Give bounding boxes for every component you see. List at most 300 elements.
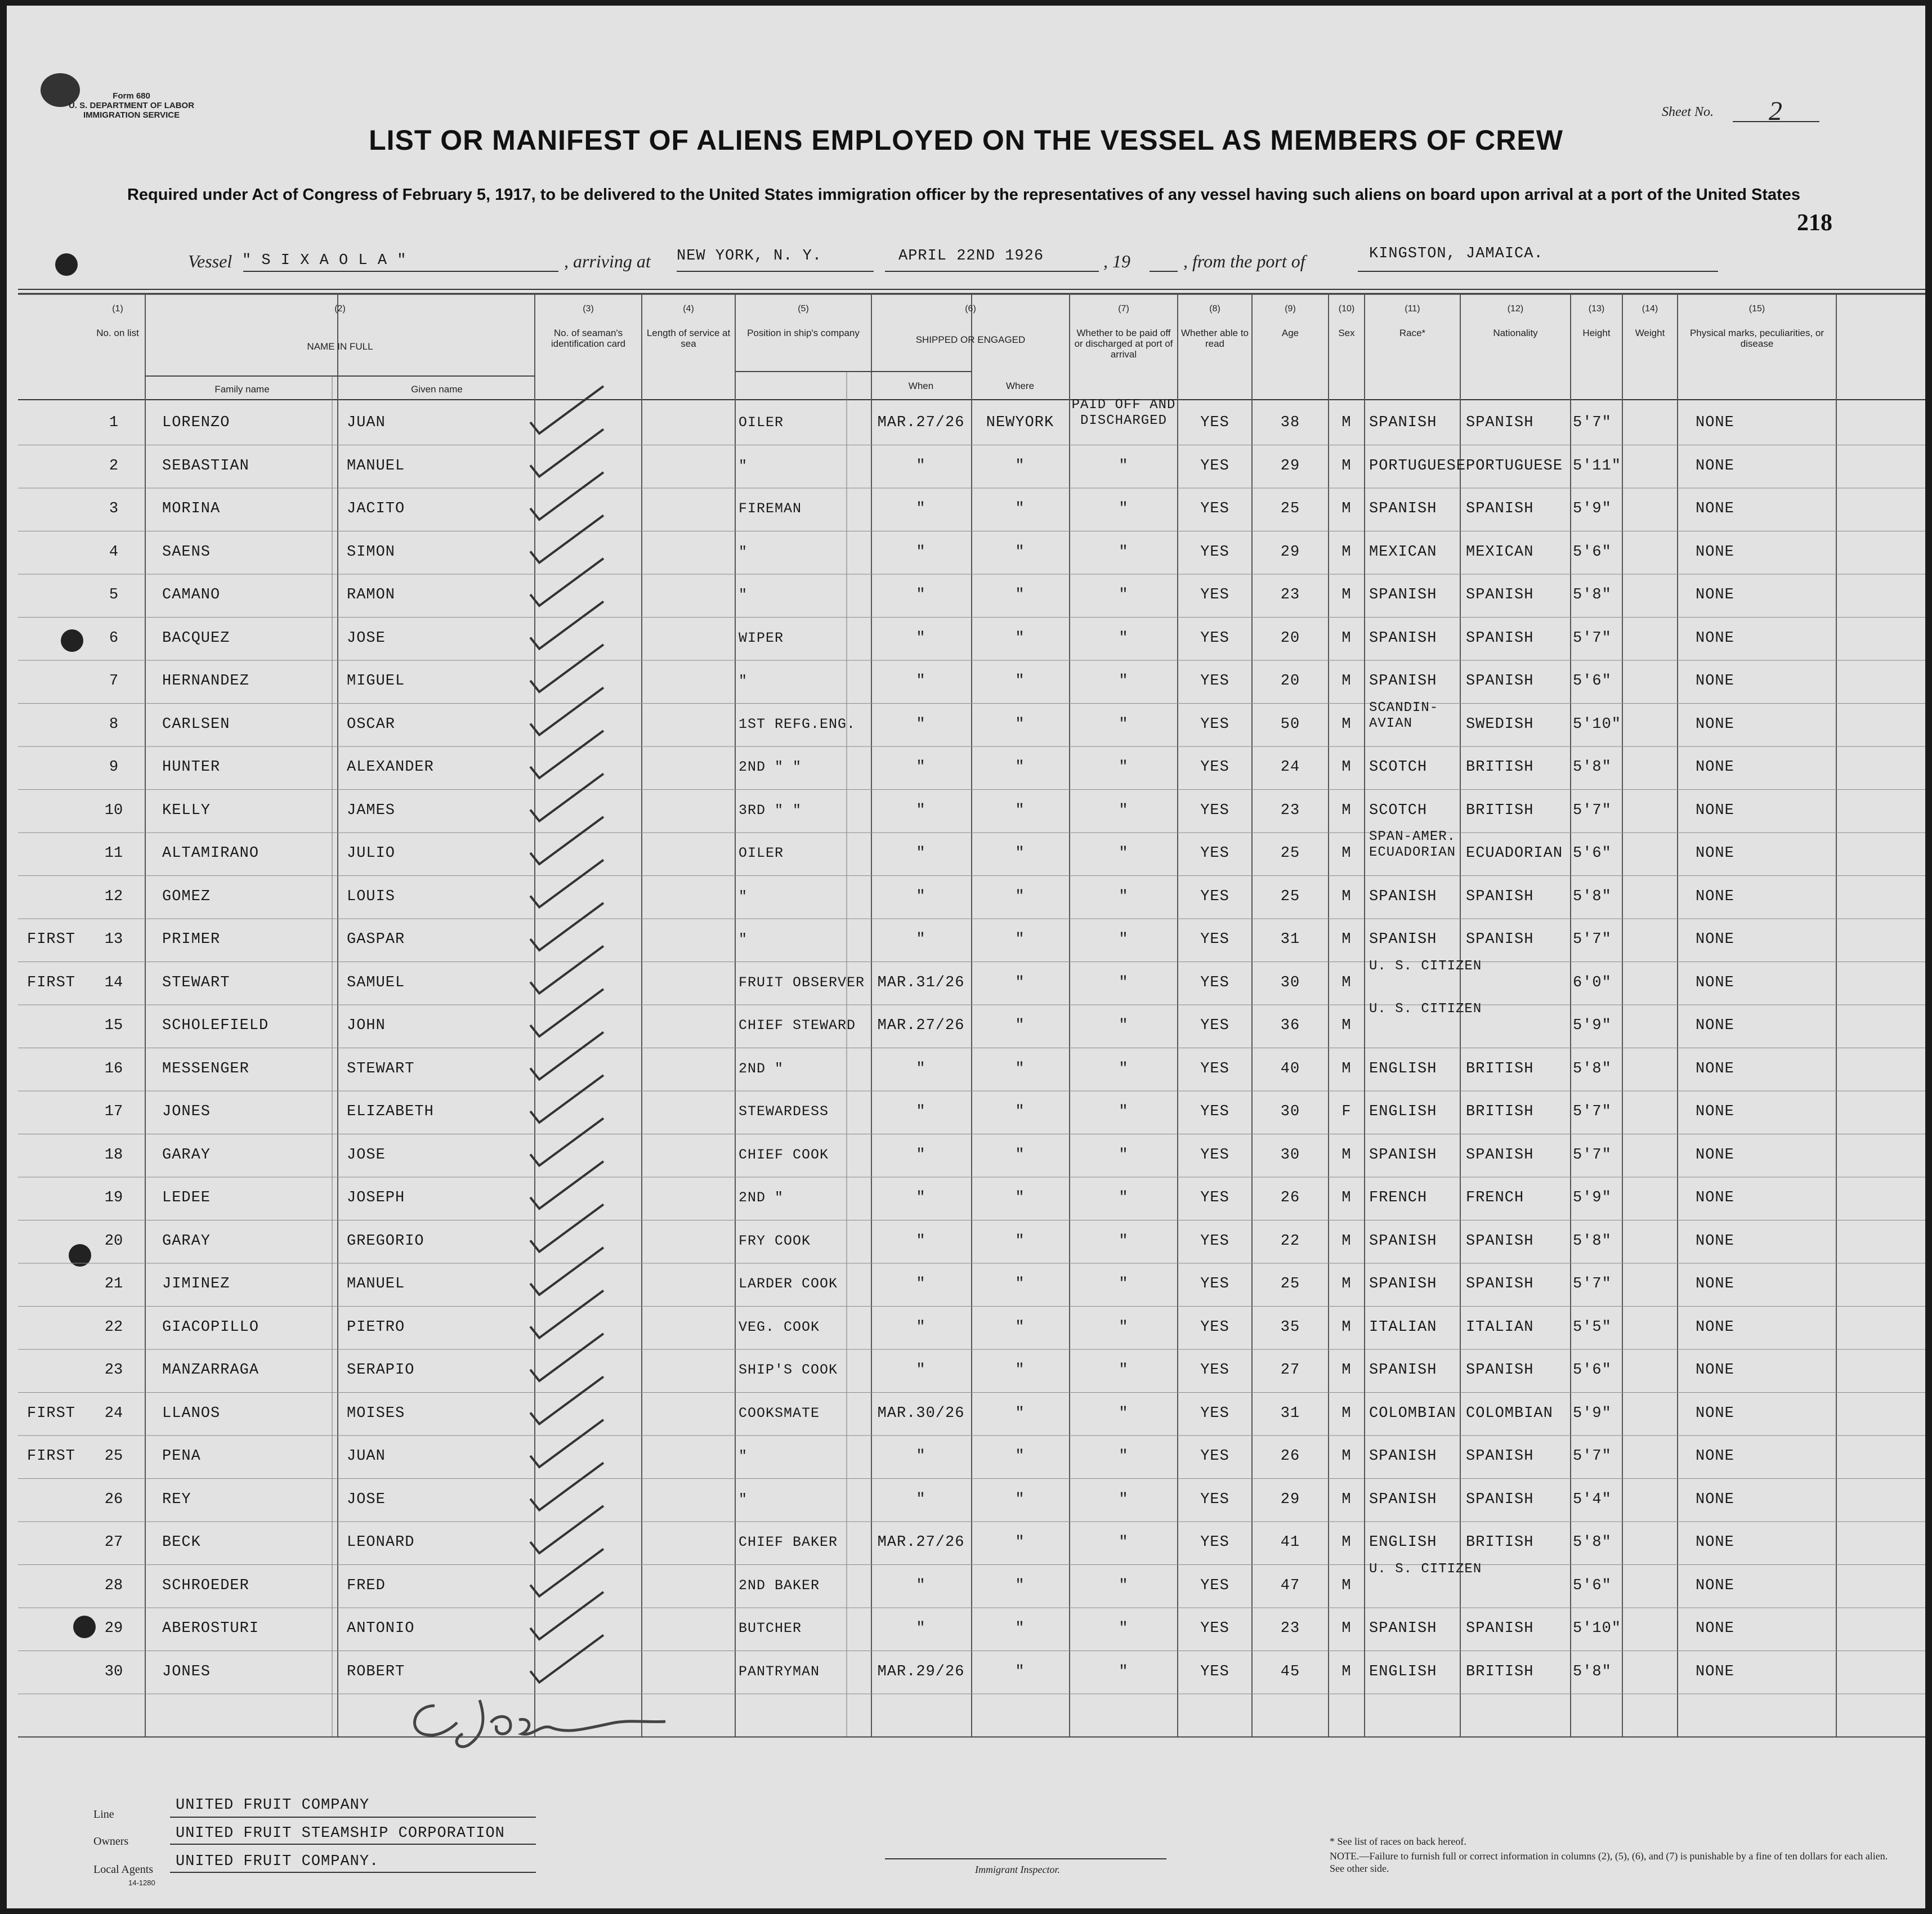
cell-height: 5'11" [1573, 457, 1622, 475]
cell-paid: " [1119, 715, 1129, 733]
cell-read: YES [1200, 1534, 1229, 1551]
cell-height: 5'8" [1573, 1060, 1612, 1077]
cell-position: " [739, 888, 748, 905]
cell-sex: M [1341, 673, 1352, 690]
column-number: (7) [1118, 304, 1129, 314]
page-title: LIST OR MANIFEST OF ALIENS EMPLOYED ON THE VESSEL AS MEMBERS OF CREW [369, 124, 1563, 156]
cell-position: " [739, 587, 748, 603]
cell-paid: " [1119, 888, 1129, 905]
cell-sex: M [1341, 931, 1352, 948]
column-header: No. on list [96, 328, 139, 338]
cell-given: ELIZABETH [347, 1103, 434, 1120]
cell-no: 23 [104, 1362, 123, 1379]
cell-age: 38 [1280, 414, 1300, 431]
cell-sex: M [1341, 888, 1352, 905]
cell-race: SPANISH [1369, 1362, 1437, 1379]
cell-position: LARDER COOK [739, 1276, 838, 1292]
cell-position: 2ND " " [739, 759, 802, 775]
cell-given: LEONARD [347, 1534, 415, 1551]
cell-given: PIETRO [347, 1318, 405, 1336]
cell-position: OILER [739, 414, 784, 431]
cell-paid: " [1119, 845, 1129, 862]
cell-given: ANTONIO [347, 1620, 415, 1637]
cell-where: " [1015, 1620, 1025, 1637]
cell-position: 1ST REFG.ENG. [739, 715, 856, 732]
cell-no: 26 [104, 1491, 123, 1508]
cell-nationality: BRITISH [1466, 1103, 1534, 1120]
cell-given: JOSE [347, 629, 386, 647]
fine-note: NOTE.—Failure to furnish full or correct information in columns (2), (5), (6), and (7) is punishable by a fine of ten dollars for each alien. See other side. [1330, 1850, 1888, 1874]
owners-value: UNITED FRUIT STEAMSHIP CORPORATION [176, 1825, 505, 1842]
inspector-label: Immigrant Inspector. [975, 1864, 1060, 1875]
cell-read: YES [1200, 1491, 1229, 1508]
cell-marks: NONE [1696, 1577, 1734, 1594]
cell-nationality: SPANISH [1466, 1491, 1534, 1508]
cell-no: 18 [104, 1146, 123, 1164]
cell-race: SPANISH [1369, 1146, 1437, 1164]
cell-family: STEWART [162, 974, 230, 991]
cell-position: FRUIT OBSERVER [739, 974, 865, 991]
cell-given: SAMUEL [347, 974, 405, 991]
cell-when: " [916, 1146, 926, 1164]
cell-paid: PAID OFF AND DISCHARGED [1071, 397, 1176, 428]
cell-family: GARAY [162, 1146, 211, 1164]
arriving-port: NEW YORK, N. Y. [677, 248, 822, 265]
column-subheader: Where [1005, 381, 1035, 391]
cell-sex: M [1341, 1276, 1352, 1293]
cell-position: CHIEF STEWARD [739, 1017, 856, 1034]
cell-marks: NONE [1696, 1663, 1734, 1680]
cell-where: " [1015, 759, 1025, 776]
cell-where: " [1015, 1189, 1025, 1206]
cell-marks: NONE [1696, 1362, 1734, 1379]
cell-where: " [1015, 715, 1025, 733]
cell-sex: M [1341, 1232, 1352, 1250]
cell-family: KELLY [162, 802, 211, 819]
cell-where: " [1015, 974, 1025, 991]
cell-no: 3 [109, 500, 119, 517]
cell-given: MANUEL [347, 457, 405, 475]
cell-sex: M [1341, 414, 1352, 431]
margin-note: FIRST [27, 931, 76, 948]
cell-height: 5'8" [1573, 759, 1612, 776]
cell-sex: M [1341, 1534, 1352, 1551]
cell-family: CAMANO [162, 587, 221, 603]
cell-no: 10 [104, 802, 123, 819]
column-number: (2) [334, 304, 346, 314]
cell-read: YES [1200, 845, 1229, 862]
cell-sex: M [1341, 543, 1352, 561]
cell-race: SPANISH [1369, 888, 1437, 905]
cell-height: 5'7" [1573, 931, 1612, 948]
cell-height: 5'9" [1573, 1017, 1612, 1034]
cell-when: MAR.27/26 [877, 1017, 965, 1034]
page-subtitle: Required under Act of Congress of February 5, 1917, to be delivered to the United States immigration officer by the representatives of any vessel having such aliens on board upon arrival at a port of the United States [127, 186, 1801, 204]
cell-when: MAR.27/26 [877, 1534, 965, 1551]
cell-nationality: SPANISH [1466, 1620, 1534, 1637]
cell-read: YES [1200, 1146, 1229, 1164]
cell-nationality: BRITISH [1466, 759, 1534, 776]
cell-family: SAENS [162, 543, 211, 561]
cell-no: 25 [104, 1448, 123, 1465]
footer-lines [7, 6, 1925, 1908]
cell-where: " [1015, 1448, 1025, 1465]
cell-age: 47 [1280, 1577, 1300, 1594]
cell-no: 27 [104, 1534, 123, 1551]
cell-height: 5'10" [1573, 1620, 1622, 1637]
cell-nationality: SPANISH [1466, 1146, 1534, 1164]
cell-position: FIREMAN [739, 500, 802, 517]
cell-no: 6 [109, 629, 119, 647]
cell-no: 30 [104, 1663, 123, 1680]
cell-read: YES [1200, 1060, 1229, 1077]
column-number: (13) [1588, 304, 1605, 314]
cell-when: " [916, 1232, 926, 1250]
cell-age: 22 [1280, 1232, 1300, 1250]
cell-read: YES [1200, 414, 1229, 431]
cell-paid: " [1119, 673, 1129, 690]
cell-age: 40 [1280, 1060, 1300, 1077]
cell-where: " [1015, 1276, 1025, 1293]
column-number: (5) [798, 304, 809, 314]
cell-nationality: COLOMBIAN [1466, 1405, 1553, 1422]
cell-height: 5'8" [1573, 1663, 1612, 1680]
owners-label: Owners [93, 1835, 129, 1848]
cell-read: YES [1200, 587, 1229, 603]
cell-race: SPANISH [1369, 1491, 1437, 1508]
cell-family: BECK [162, 1534, 201, 1551]
cell-marks: NONE [1696, 1060, 1734, 1077]
cell-marks: NONE [1696, 1620, 1734, 1637]
cell-read: YES [1200, 1448, 1229, 1465]
cell-read: YES [1200, 1405, 1229, 1422]
column-header: Nationality [1493, 328, 1538, 338]
cell-race: ENGLISH [1369, 1060, 1437, 1077]
cell-read: YES [1200, 1232, 1229, 1250]
cell-where: NEWYORK [986, 414, 1054, 431]
cell-paid: " [1119, 1318, 1129, 1336]
cell-family: JONES [162, 1103, 211, 1120]
cell-family: HERNANDEZ [162, 673, 249, 690]
cell-family: REY [162, 1491, 191, 1508]
cell-age: 31 [1280, 1405, 1300, 1422]
cell-where: " [1015, 1663, 1025, 1680]
cell-nationality: BRITISH [1466, 1060, 1534, 1077]
cell-nationality: BRITISH [1466, 1534, 1534, 1551]
cell-race: SPANISH [1369, 673, 1437, 690]
cell-race: SPANISH [1369, 1620, 1437, 1637]
cell-nationality: FRENCH [1466, 1189, 1524, 1206]
cell-where: " [1015, 1577, 1025, 1594]
cell-when: " [916, 457, 926, 475]
cell-nationality: SPANISH [1466, 414, 1534, 431]
cell-height: 5'4" [1573, 1491, 1612, 1508]
cell-paid: " [1119, 1577, 1129, 1594]
cell-marks: NONE [1696, 1491, 1734, 1508]
cell-marks: NONE [1696, 1189, 1734, 1206]
cell-height: 5'8" [1573, 1534, 1612, 1551]
cell-height: 5'7" [1573, 414, 1612, 431]
cell-race: SPANISH [1369, 500, 1437, 517]
cell-given: MANUEL [347, 1276, 405, 1293]
arriving-label: , arriving at [564, 251, 651, 271]
cell-nationality: BRITISH [1466, 802, 1534, 819]
cell-family: LLANOS [162, 1405, 221, 1422]
form-code: 14-1280 [128, 1879, 155, 1887]
cell-position: 3RD " " [739, 802, 802, 819]
cell-paid: " [1119, 974, 1129, 991]
cell-family: MORINA [162, 500, 221, 517]
cell-nationality: SWEDISH [1466, 715, 1534, 733]
cell-family: PENA [162, 1448, 201, 1465]
manifest-sheet [7, 6, 1925, 1908]
cell-height: 5'6" [1573, 1577, 1612, 1594]
cell-family: JONES [162, 1663, 211, 1680]
cell-sex: M [1341, 802, 1352, 819]
cell-age: 41 [1280, 1534, 1300, 1551]
cell-sex: M [1341, 1362, 1352, 1379]
cell-position: " [739, 931, 748, 947]
cell-nationality: SPANISH [1466, 931, 1534, 948]
service: IMMIGRATION SERVICE [83, 110, 180, 120]
cell-given: JUAN [347, 1448, 386, 1465]
cell-paid: " [1119, 802, 1129, 819]
cell-marks: NONE [1696, 587, 1734, 603]
cell-family: SCHROEDER [162, 1577, 249, 1594]
cell-nationality: SPANISH [1466, 1232, 1534, 1250]
cell-position: BUTCHER [739, 1620, 802, 1636]
cell-race: SCOTCH [1369, 759, 1428, 776]
cell-position: " [739, 457, 748, 474]
cell-height: 5'8" [1573, 587, 1612, 603]
cell-marks: NONE [1696, 673, 1734, 690]
column-number: (12) [1507, 304, 1524, 314]
cell-read: YES [1200, 888, 1229, 905]
cell-race: SPANISH [1369, 629, 1437, 647]
cell-given: STEWART [347, 1060, 415, 1077]
agents-value: UNITED FRUIT COMPANY. [176, 1853, 379, 1870]
cell-nationality: SPANISH [1466, 629, 1534, 647]
cell-no: 24 [104, 1405, 123, 1422]
cell-given: JAMES [347, 802, 396, 819]
cell-where: " [1015, 629, 1025, 647]
cell-race: MEXICAN [1369, 543, 1437, 561]
cell-age: 29 [1280, 543, 1300, 561]
cell-age: 30 [1280, 1103, 1300, 1120]
cell-when: " [916, 1276, 926, 1293]
cell-where: " [1015, 673, 1025, 690]
cell-marks: NONE [1696, 414, 1734, 431]
cell-age: 25 [1280, 845, 1300, 862]
cell-read: YES [1200, 1362, 1229, 1379]
cell-when: " [916, 1620, 926, 1637]
cell-race: SPANISH [1369, 1276, 1437, 1293]
cell-height: 5'7" [1573, 629, 1612, 647]
margin-note: FIRST [27, 1448, 76, 1465]
cell-given: MOISES [347, 1405, 405, 1422]
column-header: SHIPPED OR ENGAGED [915, 334, 1026, 345]
cell-paid: " [1119, 1362, 1129, 1379]
cell-marks: NONE [1696, 759, 1734, 776]
cell-position: PANTRYMAN [739, 1663, 820, 1680]
cell-when: " [916, 1448, 926, 1465]
cell-nationality: SPANISH [1466, 1276, 1534, 1293]
cell-where: " [1015, 1318, 1025, 1336]
cell-when: MAR.30/26 [877, 1405, 965, 1422]
cell-race: SPANISH [1369, 1232, 1437, 1250]
cell-no: 17 [104, 1103, 123, 1120]
line-label: Line [93, 1808, 114, 1821]
cell-family: CARLSEN [162, 715, 230, 733]
cell-where: " [1015, 1362, 1025, 1379]
cell-read: YES [1200, 500, 1229, 517]
cell-paid: " [1119, 1491, 1129, 1508]
cell-read: YES [1200, 1577, 1229, 1594]
column-number: (6) [965, 304, 976, 314]
margin-note: FIRST [27, 1405, 76, 1422]
cell-marks: NONE [1696, 888, 1734, 905]
cell-race: FRENCH [1369, 1189, 1428, 1206]
cell-no: 4 [109, 543, 119, 561]
cell-sex: M [1341, 974, 1352, 991]
cell-given: ALEXANDER [347, 759, 434, 776]
cell-marks: NONE [1696, 1232, 1734, 1250]
cell-sex: M [1341, 1405, 1352, 1422]
cell-nationality: PORTUGUESE [1466, 457, 1563, 475]
cell-paid: " [1119, 759, 1129, 776]
cell-height: 5'5" [1573, 1318, 1612, 1336]
cell-height: 5'7" [1573, 1448, 1612, 1465]
column-number: (3) [583, 304, 594, 314]
cell-where: " [1015, 888, 1025, 905]
vessel-name: " S I X A O L A " [242, 252, 407, 269]
cell-position: CHIEF COOK [739, 1146, 829, 1163]
cell-when: " [916, 802, 926, 819]
cell-sex: M [1341, 629, 1352, 647]
cell-no: 28 [104, 1577, 123, 1594]
cell-when: " [916, 845, 926, 862]
cell-read: YES [1200, 974, 1229, 991]
cell-marks: NONE [1696, 1276, 1734, 1293]
cell-height: 5'7" [1573, 802, 1612, 819]
cell-when: " [916, 673, 926, 690]
cell-position: OILER [739, 845, 784, 861]
cell-marks: NONE [1696, 931, 1734, 948]
cell-marks: NONE [1696, 1318, 1734, 1336]
cell-paid: " [1119, 1232, 1129, 1250]
cell-marks: NONE [1696, 715, 1734, 733]
cell-position: " [739, 1448, 748, 1464]
cell-family: GARAY [162, 1232, 211, 1250]
cell-age: 20 [1280, 629, 1300, 647]
sheet-label: Sheet No. [1662, 105, 1714, 119]
cell-height: 5'9" [1573, 1405, 1612, 1422]
cell-race: U. S. CITIZEN [1369, 1001, 1482, 1017]
cell-sex: M [1341, 1189, 1352, 1206]
column-number: (14) [1642, 304, 1658, 314]
cell-no: 16 [104, 1060, 123, 1077]
cell-nationality: BRITISH [1466, 1663, 1534, 1680]
cell-age: 20 [1280, 673, 1300, 690]
cell-sex: M [1341, 1318, 1352, 1336]
cell-read: YES [1200, 1103, 1229, 1120]
cell-when: " [916, 1577, 926, 1594]
cell-given: JOHN [347, 1017, 386, 1034]
column-header: Sex [1338, 328, 1355, 338]
cell-nationality: ECUADORIAN [1466, 845, 1563, 862]
form-number: Form 680 [113, 91, 150, 101]
cell-when: " [916, 1103, 926, 1120]
cell-age: 24 [1280, 759, 1300, 776]
cell-position: " [739, 673, 748, 689]
cell-no: 22 [104, 1318, 123, 1336]
cell-marks: NONE [1696, 845, 1734, 862]
cell-age: 25 [1280, 500, 1300, 517]
cell-marks: NONE [1696, 1405, 1734, 1422]
cell-age: 23 [1280, 587, 1300, 603]
cell-position: FRY COOK [739, 1232, 811, 1249]
cell-family: HUNTER [162, 759, 221, 776]
cell-race: ENGLISH [1369, 1534, 1437, 1551]
cell-read: YES [1200, 1276, 1229, 1293]
cell-no: 29 [104, 1620, 123, 1637]
cell-family: ABEROSTURI [162, 1620, 260, 1637]
cell-height: 5'7" [1573, 1146, 1612, 1164]
cell-family: BACQUEZ [162, 629, 230, 647]
cell-age: 25 [1280, 888, 1300, 905]
cell-sex: M [1341, 1146, 1352, 1164]
cell-where: " [1015, 1017, 1025, 1034]
cell-family: ALTAMIRANO [162, 845, 260, 862]
cell-sex: M [1341, 1017, 1352, 1034]
cell-family: SEBASTIAN [162, 457, 249, 475]
column-header: Length of service at sea [646, 328, 731, 349]
cell-marks: NONE [1696, 974, 1734, 991]
cell-race: PORTUGUESE [1369, 457, 1466, 475]
agents-label: Local Agents [93, 1863, 154, 1876]
cell-given: JACITO [347, 500, 405, 517]
cell-sex: M [1341, 1448, 1352, 1465]
cell-height: 5'9" [1573, 1189, 1612, 1206]
cell-where: " [1015, 1491, 1025, 1508]
cell-where: " [1015, 845, 1025, 862]
column-number: (9) [1285, 304, 1296, 314]
cell-position: " [739, 1491, 748, 1508]
cell-paid: " [1119, 1276, 1129, 1293]
cell-no: 7 [109, 673, 119, 690]
cell-nationality: SPANISH [1466, 673, 1534, 690]
cell-marks: NONE [1696, 1017, 1734, 1034]
cell-position: 2ND " [739, 1060, 784, 1077]
cell-race: U. S. CITIZEN [1369, 1561, 1482, 1577]
cell-position: WIPER [739, 629, 784, 646]
cell-race: ENGLISH [1369, 1663, 1437, 1680]
cell-nationality: ITALIAN [1466, 1318, 1534, 1336]
cell-height: 5'8" [1573, 888, 1612, 905]
column-number: (15) [1748, 304, 1765, 314]
cell-age: 31 [1280, 931, 1300, 948]
cell-marks: NONE [1696, 629, 1734, 647]
cell-given: JOSEPH [347, 1189, 405, 1206]
cell-given: RAMON [347, 587, 396, 603]
cell-marks: NONE [1696, 802, 1734, 819]
cell-paid: " [1119, 1103, 1129, 1120]
cell-given: JUAN [347, 414, 386, 431]
cell-family: LORENZO [162, 414, 230, 431]
cell-position: CHIEF BAKER [739, 1534, 838, 1550]
cell-given: SIMON [347, 543, 396, 561]
cell-age: 29 [1280, 1491, 1300, 1508]
